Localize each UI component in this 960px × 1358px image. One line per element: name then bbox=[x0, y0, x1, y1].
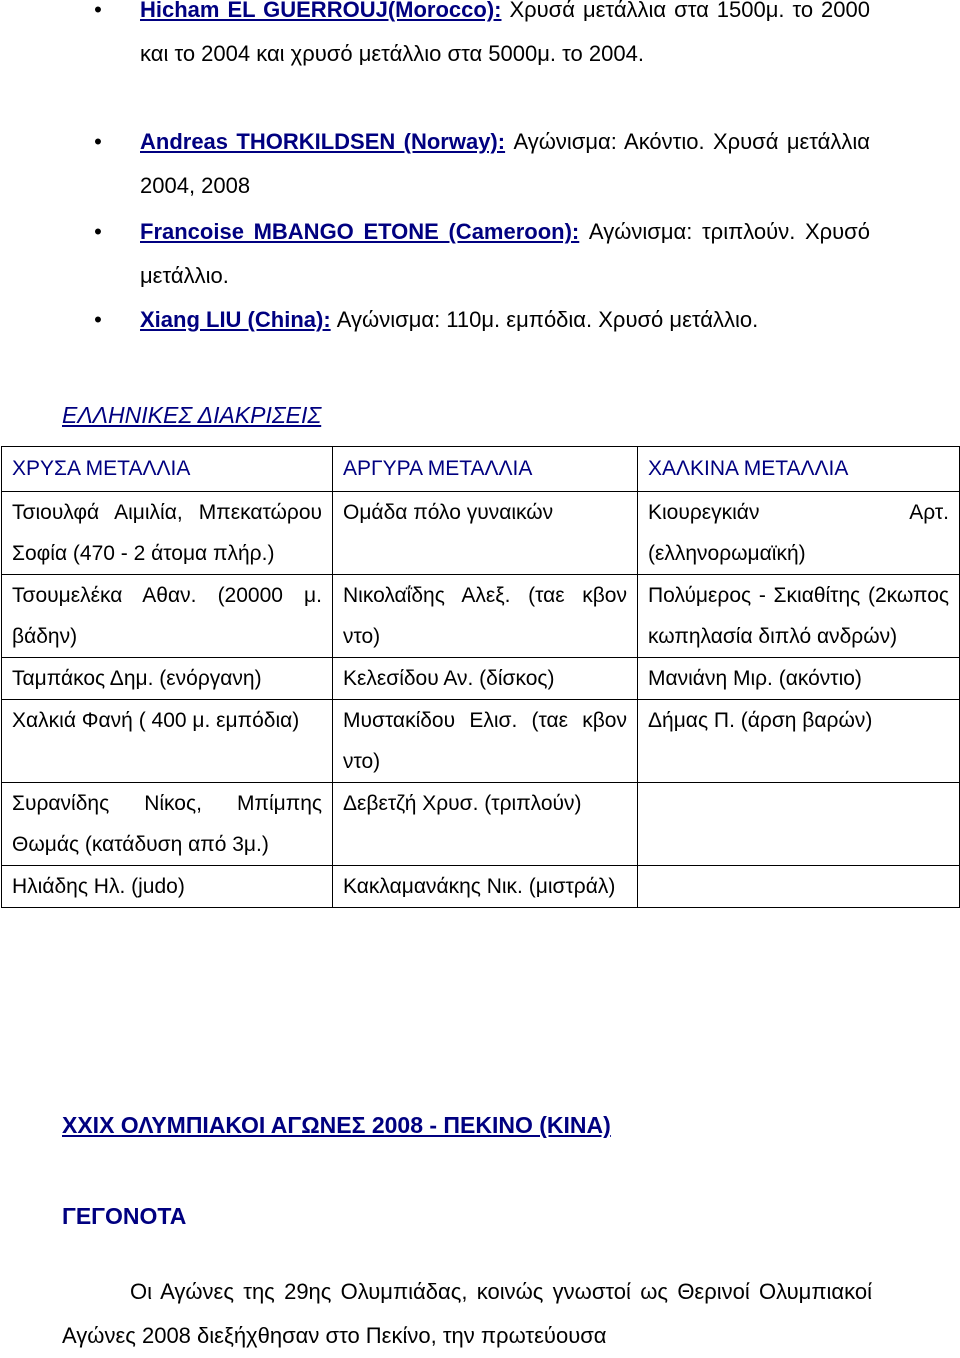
table-cell bbox=[638, 783, 960, 866]
table-cell: Δήμας Π. (άρση βαρών) bbox=[638, 700, 960, 783]
greek-distinctions-heading: ΕΛΛΗΝΙΚΕΣ ΔΙΑΚΡΙΣΕΙΣ bbox=[62, 402, 322, 428]
bullet-icon: • bbox=[94, 307, 102, 332]
olympics-2008-heading: XXIX ΟΛΥΜΠΙΑΚΟΙ ΑΓΩΝΕΣ 2008 - ΠΕΚΙΝΟ (ΚΙΝΑ) bbox=[62, 1112, 611, 1138]
table-cell: Χαλκιά Φανή ( 400 μ. εμπόδια) bbox=[2, 700, 333, 783]
table-row bbox=[2, 700, 960, 783]
table-cell: Ομάδα πόλο γυναικών bbox=[333, 492, 638, 575]
table-cell: Πολύμερος - Σκιαθίτης (2κωπος κωπηλασία διπλό ανδρών) bbox=[638, 575, 960, 658]
table-cell: Κελεσίδου Αν. (δίσκος) bbox=[333, 658, 638, 700]
table-cell: Τσουμελέκα Αθαν. (20000 μ. βάδην) bbox=[2, 575, 333, 658]
table-cell: Κιουρεγκιάν Αρτ. (ελληνορωμαϊκή) bbox=[638, 492, 960, 575]
table-row bbox=[2, 575, 960, 658]
table-cell: Ταμπάκος Δημ. (ενόργανη) bbox=[2, 658, 333, 700]
athlete-name: Xiang LIU (China): bbox=[140, 307, 331, 332]
bullet-item bbox=[94, 210, 870, 298]
athlete-description: Αγώνισμα: Ακόντιο. Χρυσά μετάλλια 2004, 2008 bbox=[140, 129, 871, 198]
athlete-description: Αγώνισμα: 110μ. εμπόδια. Χρυσό μετάλλιο. bbox=[330, 307, 759, 332]
bullet-item bbox=[94, 0, 871, 76]
table-cell: Μανιάνη Μιρ. (ακόντιο) bbox=[638, 658, 960, 700]
silver-medals-header: ΑΡΓΥΡΑ ΜΕΤΑΛΛΙΑ bbox=[333, 447, 638, 492]
table-cell: Μυστακίδου Ελισ. (ταε κβον ντο) bbox=[333, 700, 638, 783]
medals-table bbox=[1, 446, 960, 908]
athlete-name: Andreas THORKILDSEN (Norway): bbox=[140, 129, 506, 154]
athlete-name: Francoise MBANGO ETONE (Cameroon): bbox=[140, 219, 580, 244]
bronze-medals-header: ΧΑΛΚΙΝΑ ΜΕΤΑΛΛΙΑ bbox=[638, 447, 960, 492]
table-cell: Κακλαμανάκης Νικ. (μιστράλ) bbox=[333, 866, 638, 908]
table-cell: Δεβετζή Χρυσ. (τριπλούν) bbox=[333, 783, 638, 866]
bullet-item bbox=[94, 120, 871, 208]
table-cell: Νικολαΐδης Αλεξ. (ταε κβον ντο) bbox=[333, 575, 638, 658]
table-row bbox=[2, 492, 960, 575]
table-cell: Συρανίδης Νίκος, Μπίμπης Θωμάς (κατάδυση από 3μ.) bbox=[2, 783, 333, 866]
bullet-item bbox=[94, 298, 870, 342]
table-row bbox=[2, 783, 960, 866]
table-cell bbox=[638, 866, 960, 908]
table-row bbox=[2, 866, 960, 908]
table-row bbox=[2, 658, 960, 700]
table-header-row bbox=[2, 447, 960, 492]
bullet-icon: • bbox=[94, 0, 102, 22]
athlete-description: Χρυσά μετάλλια στα 1500μ. το 2000 και το 2004 και χρυσό μετάλλιο στα 5000μ. το 2004. bbox=[140, 0, 871, 66]
events-heading: ΓΕΓΟΝΟΤΑ bbox=[62, 1203, 187, 1229]
table-cell: Τσιουλφά Αιμιλία, Μπεκατώρου Σοφία (470 - 2 άτομα πλήρ.) bbox=[2, 492, 333, 575]
athlete-description: Αγώνισμα: τριπλούν. Χρυσό μετάλλιο. bbox=[140, 219, 870, 288]
bullet-icon: • bbox=[94, 219, 102, 244]
table-cell: Ηλιάδης Ηλ. (judo) bbox=[2, 866, 333, 908]
bullet-icon: • bbox=[94, 129, 102, 154]
intro-paragraph: Οι Αγώνες της 29ης Ολυμπιάδας, κοινώς γνωστοί ως Θερινοί Ολυμπιακοί Αγώνες 2008 διεξήχθησαν στο Πεκίνο, την πρωτεύουσα bbox=[62, 1279, 872, 1348]
gold-medals-header: ΧΡΥΣΑ ΜΕΤΑΛΛΙΑ bbox=[2, 447, 333, 492]
athlete-name: Hicham EL GUERROUJ(Morocco): bbox=[140, 0, 502, 22]
